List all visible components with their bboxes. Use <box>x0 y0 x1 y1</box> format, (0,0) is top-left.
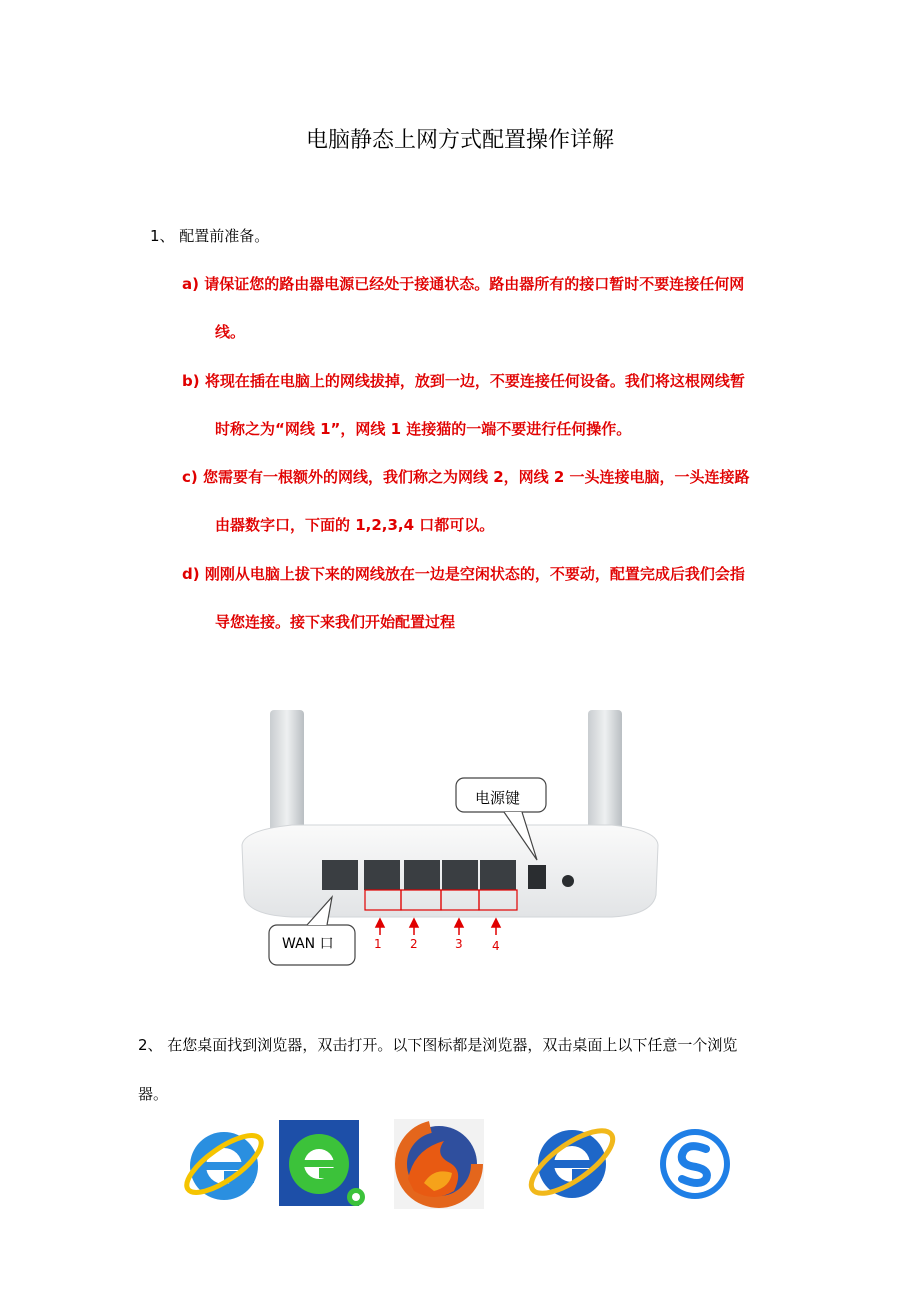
power-key-label: 电源键 <box>475 789 521 807</box>
item-a-line1: a) 请保证您的路由器电源已经处于接通状态。路由器所有的接口暂时不要连接任何网 <box>182 275 745 293</box>
port-number-4: 4 <box>492 939 500 953</box>
port-number-1: 1 <box>374 937 382 951</box>
page-title: 电脑静态上网方式配置操作详解 <box>305 128 614 153</box>
ie-blue-e-icon <box>178 1118 270 1210</box>
sogou-s-icon <box>656 1127 734 1201</box>
firefox-icon <box>394 1119 484 1209</box>
item-b-line2: 时称之为“网线 1”，网线 1 连接猫的一端不要进行任何操作。 <box>215 420 632 438</box>
item-c-line1: c) 您需要有一根额外的网线，我们称之为网线 2，网线 2 一头连接电脑，一头连接路 <box>182 468 750 486</box>
section2-line2: 器。 <box>138 1085 169 1103</box>
item-c-line2: 由器数字口，下面的 1,2,3,4 口都可以。 <box>215 516 495 534</box>
item-d-line1: d) 刚刚从电脑上拔下来的网线放在一边是空闲状态的，不要动，配置完成后我们会指 <box>182 565 745 583</box>
ie-classic-e-icon <box>522 1112 622 1212</box>
section2-line1: 2、 在您桌面找到浏览器，双击打开。以下图标都是浏览器，双击桌面上以下任意一个浏览 <box>138 1036 738 1054</box>
item-b-line1: b) 将现在插在电脑上的网线拔掉，放到一边，不要连接任何设备。我们将这根网线暂 <box>182 372 745 390</box>
router-rear-figure <box>232 705 664 971</box>
item-a-line2: 线。 <box>215 323 246 341</box>
wan-port-label: WAN 口 <box>282 936 334 952</box>
item-d-line2: 导您连接。接下来我们开始配置过程 <box>215 613 456 631</box>
port-number-3: 3 <box>455 937 463 951</box>
section1-heading: 1、 配置前准备。 <box>150 227 270 245</box>
360-small-shortcut-icon <box>345 1186 367 1208</box>
port-number-2: 2 <box>410 937 418 951</box>
